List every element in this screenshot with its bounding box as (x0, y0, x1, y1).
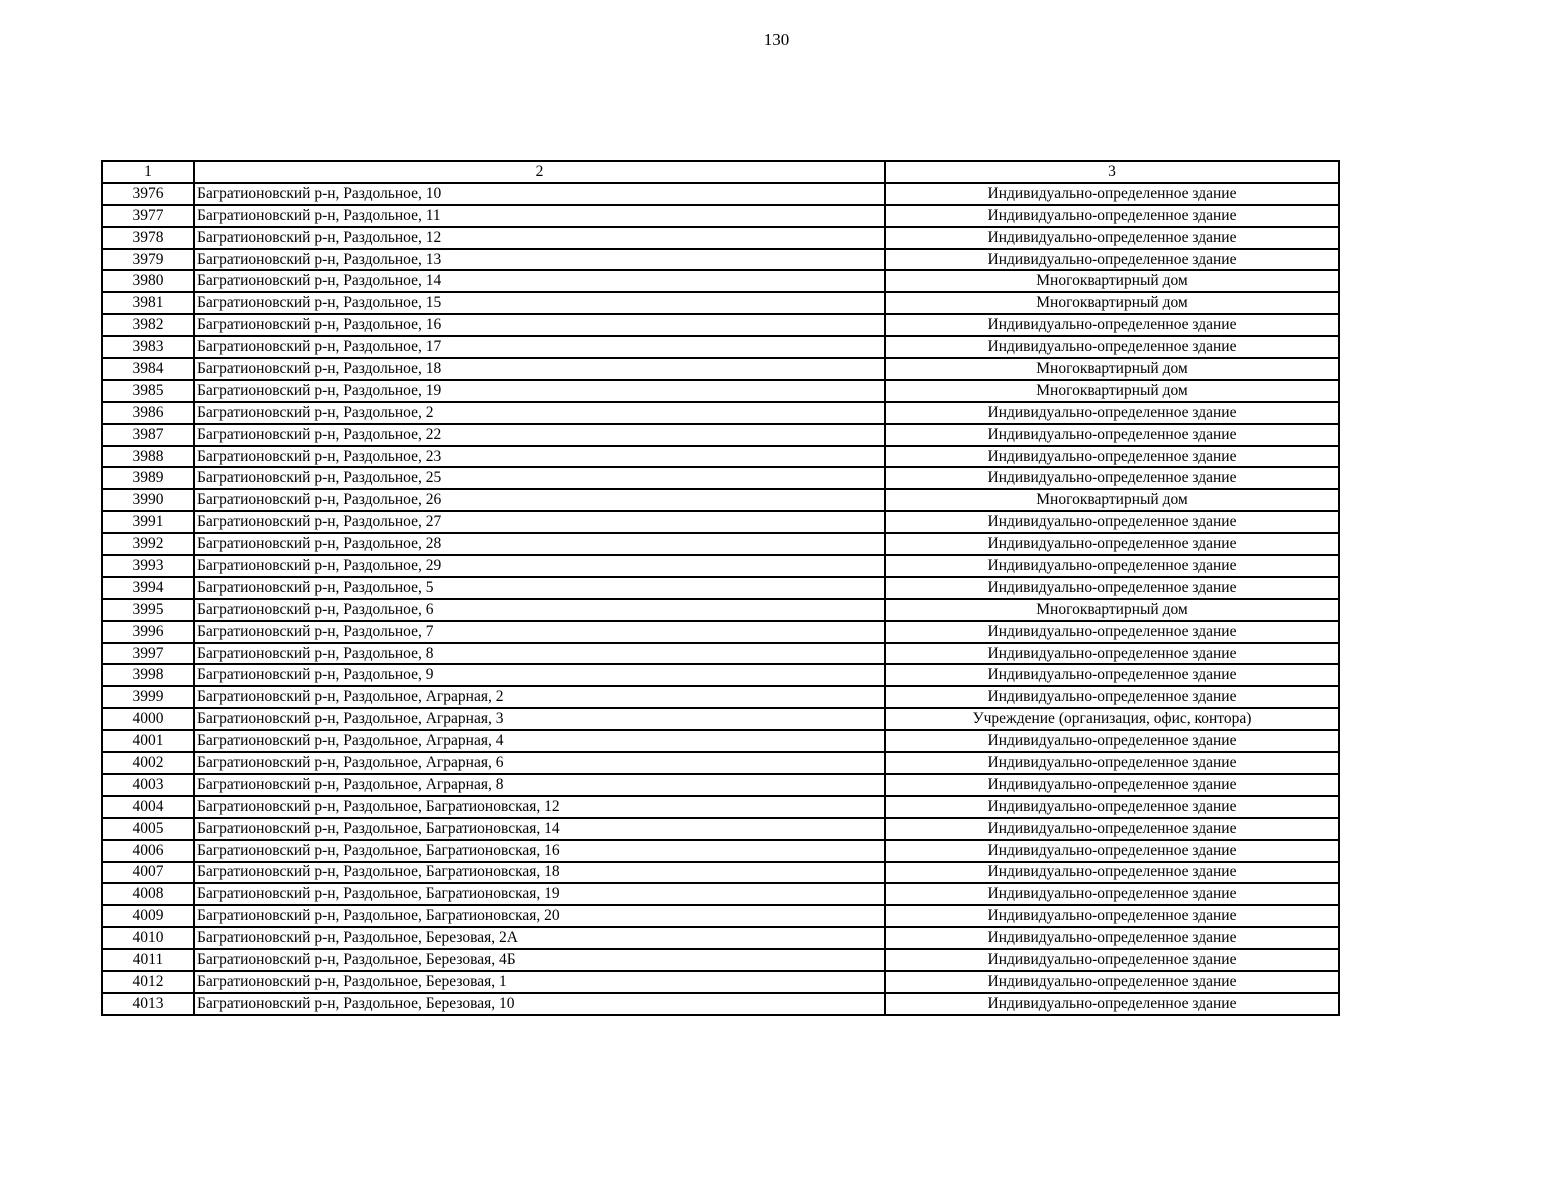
object-type-cell: Индивидуально-определенное здание (885, 249, 1339, 271)
address-cell: Багратионовский р-н, Раздольное, 15 (194, 292, 885, 314)
row-number-cell: 3990 (102, 489, 194, 511)
table-row (102, 883, 1339, 905)
register-table (101, 160, 1340, 1016)
object-type-cell: Индивидуально-определенное здание (885, 577, 1339, 599)
header-cell-1: 1 (102, 161, 194, 183)
table-row (102, 270, 1339, 292)
object-type-cell: Индивидуально-определенное здание (885, 883, 1339, 905)
object-type-cell: Многоквартирный дом (885, 270, 1339, 292)
object-type-cell: Индивидуально-определенное здание (885, 686, 1339, 708)
address-cell: Багратионовский р-н, Раздольное, 23 (194, 446, 885, 468)
address-cell: Багратионовский р-н, Раздольное, Багратионовская, 19 (194, 883, 885, 905)
object-type-cell: Индивидуально-определенное здание (885, 905, 1339, 927)
address-cell: Багратионовский р-н, Раздольное, Березовая, 4Б (194, 949, 885, 971)
row-number-cell: 3981 (102, 292, 194, 314)
table-row (102, 336, 1339, 358)
table-row (102, 862, 1339, 884)
address-cell: Багратионовский р-н, Раздольное, Аграрная, 4 (194, 730, 885, 752)
address-cell: Багратионовский р-н, Раздольное, Березовая, 1 (194, 971, 885, 993)
address-cell: Багратионовский р-н, Раздольное, 6 (194, 599, 885, 621)
row-number-cell: 3998 (102, 664, 194, 686)
address-cell: Багратионовский р-н, Раздольное, 17 (194, 336, 885, 358)
table-row (102, 621, 1339, 643)
address-cell: Багратионовский р-н, Раздольное, 7 (194, 621, 885, 643)
address-cell: Багратионовский р-н, Раздольное, Аграрная, 6 (194, 752, 885, 774)
object-type-cell: Индивидуально-определенное здание (885, 927, 1339, 949)
table-row (102, 205, 1339, 227)
row-number-cell: 4011 (102, 949, 194, 971)
object-type-cell: Многоквартирный дом (885, 599, 1339, 621)
row-number-cell: 3993 (102, 555, 194, 577)
address-cell: Багратионовский р-н, Раздольное, 11 (194, 205, 885, 227)
table-row (102, 686, 1339, 708)
object-type-cell: Индивидуально-определенное здание (885, 183, 1339, 205)
address-cell: Багратионовский р-н, Раздольное, Багратионовская, 18 (194, 862, 885, 884)
table-row (102, 577, 1339, 599)
row-number-cell: 3984 (102, 358, 194, 380)
object-type-cell: Многоквартирный дом (885, 380, 1339, 402)
table-row (102, 927, 1339, 949)
table-row (102, 599, 1339, 621)
table-row (102, 774, 1339, 796)
address-cell: Багратионовский р-н, Раздольное, Аграрная, 8 (194, 774, 885, 796)
object-type-cell: Индивидуально-определенное здание (885, 818, 1339, 840)
table-row (102, 949, 1339, 971)
object-type-cell: Индивидуально-определенное здание (885, 971, 1339, 993)
object-type-cell: Индивидуально-определенное здание (885, 840, 1339, 862)
address-cell: Багратионовский р-н, Раздольное, 19 (194, 380, 885, 402)
object-type-cell: Учреждение (организация, офис, контора) (885, 708, 1339, 730)
register-table-body (102, 161, 1339, 1015)
row-number-cell: 4007 (102, 862, 194, 884)
table-row (102, 708, 1339, 730)
table-row (102, 993, 1339, 1015)
object-type-cell: Индивидуально-определенное здание (885, 774, 1339, 796)
row-number-cell: 3987 (102, 424, 194, 446)
object-type-cell: Индивидуально-определенное здание (885, 621, 1339, 643)
table-row (102, 314, 1339, 336)
object-type-cell: Индивидуально-определенное здание (885, 993, 1339, 1015)
row-number-cell: 3991 (102, 511, 194, 533)
row-number-cell: 3983 (102, 336, 194, 358)
table-row (102, 752, 1339, 774)
object-type-cell: Индивидуально-определенное здание (885, 314, 1339, 336)
address-cell: Багратионовский р-н, Раздольное, 10 (194, 183, 885, 205)
table-row (102, 971, 1339, 993)
object-type-cell: Индивидуально-определенное здание (885, 643, 1339, 665)
header-row (102, 161, 1339, 183)
address-cell: Багратионовский р-н, Раздольное, 9 (194, 664, 885, 686)
row-number-cell: 3982 (102, 314, 194, 336)
row-number-cell: 4004 (102, 796, 194, 818)
object-type-cell: Многоквартирный дом (885, 292, 1339, 314)
address-cell: Багратионовский р-н, Раздольное, 8 (194, 643, 885, 665)
object-type-cell: Индивидуально-определенное здание (885, 205, 1339, 227)
row-number-cell: 3985 (102, 380, 194, 402)
table-row (102, 489, 1339, 511)
object-type-cell: Индивидуально-определенное здание (885, 949, 1339, 971)
table-row (102, 905, 1339, 927)
address-cell: Багратионовский р-н, Раздольное, Багратионовская, 20 (194, 905, 885, 927)
row-number-cell: 3988 (102, 446, 194, 468)
table-row (102, 511, 1339, 533)
table-row (102, 467, 1339, 489)
object-type-cell: Индивидуально-определенное здание (885, 402, 1339, 424)
row-number-cell: 3980 (102, 270, 194, 292)
row-number-cell: 3989 (102, 467, 194, 489)
address-cell: Багратионовский р-н, Раздольное, 16 (194, 314, 885, 336)
row-number-cell: 3997 (102, 643, 194, 665)
object-type-cell: Многоквартирный дом (885, 358, 1339, 380)
row-number-cell: 4013 (102, 993, 194, 1015)
row-number-cell: 4002 (102, 752, 194, 774)
object-type-cell: Индивидуально-определенное здание (885, 730, 1339, 752)
address-cell: Багратионовский р-н, Раздольное, Березовая, 10 (194, 993, 885, 1015)
object-type-cell: Индивидуально-определенное здание (885, 446, 1339, 468)
address-cell: Багратионовский р-н, Раздольное, 26 (194, 489, 885, 511)
address-cell: Багратионовский р-н, Раздольное, Багратионовская, 14 (194, 818, 885, 840)
row-number-cell: 3996 (102, 621, 194, 643)
header-cell-2: 2 (194, 161, 885, 183)
object-type-cell: Индивидуально-определенное здание (885, 533, 1339, 555)
row-number-cell: 4000 (102, 708, 194, 730)
object-type-cell: Индивидуально-определенное здание (885, 336, 1339, 358)
address-cell: Багратионовский р-н, Раздольное, 27 (194, 511, 885, 533)
table-row (102, 818, 1339, 840)
row-number-cell: 3995 (102, 599, 194, 621)
address-cell: Багратионовский р-н, Раздольное, Березовая, 2А (194, 927, 885, 949)
row-number-cell: 3986 (102, 402, 194, 424)
object-type-cell: Индивидуально-определенное здание (885, 467, 1339, 489)
address-cell: Багратионовский р-н, Раздольное, Багратионовская, 16 (194, 840, 885, 862)
row-number-cell: 4001 (102, 730, 194, 752)
row-number-cell: 4010 (102, 927, 194, 949)
table-row (102, 183, 1339, 205)
header-cell-3: 3 (885, 161, 1339, 183)
address-cell: Багратионовский р-н, Раздольное, 22 (194, 424, 885, 446)
table-row (102, 643, 1339, 665)
object-type-cell: Индивидуально-определенное здание (885, 555, 1339, 577)
address-cell: Багратионовский р-н, Раздольное, Багратионовская, 12 (194, 796, 885, 818)
row-number-cell: 4008 (102, 883, 194, 905)
row-number-cell: 3999 (102, 686, 194, 708)
address-cell: Багратионовский р-н, Раздольное, 29 (194, 555, 885, 577)
address-cell: Багратионовский р-н, Раздольное, Аграрная, 3 (194, 708, 885, 730)
table-row (102, 292, 1339, 314)
address-cell: Багратионовский р-н, Раздольное, Аграрная, 2 (194, 686, 885, 708)
row-number-cell: 3994 (102, 577, 194, 599)
address-cell: Багратионовский р-н, Раздольное, 12 (194, 227, 885, 249)
row-number-cell: 4012 (102, 971, 194, 993)
row-number-cell: 4006 (102, 840, 194, 862)
table-row (102, 446, 1339, 468)
row-number-cell: 3979 (102, 249, 194, 271)
row-number-cell: 3978 (102, 227, 194, 249)
object-type-cell: Индивидуально-определенное здание (885, 424, 1339, 446)
table-row (102, 380, 1339, 402)
table-row (102, 796, 1339, 818)
table-row (102, 730, 1339, 752)
table-row (102, 249, 1339, 271)
address-cell: Багратионовский р-н, Раздольное, 14 (194, 270, 885, 292)
address-cell: Багратионовский р-н, Раздольное, 18 (194, 358, 885, 380)
object-type-cell: Индивидуально-определенное здание (885, 862, 1339, 884)
row-number-cell: 3977 (102, 205, 194, 227)
object-type-cell: Индивидуально-определенное здание (885, 752, 1339, 774)
address-cell: Багратионовский р-н, Раздольное, 25 (194, 467, 885, 489)
table-row (102, 402, 1339, 424)
table-row (102, 555, 1339, 577)
row-number-cell: 4005 (102, 818, 194, 840)
object-type-cell: Индивидуально-определенное здание (885, 511, 1339, 533)
table-row (102, 227, 1339, 249)
address-cell: Багратионовский р-н, Раздольное, 5 (194, 577, 885, 599)
row-number-cell: 3992 (102, 533, 194, 555)
address-cell: Багратионовский р-н, Раздольное, 28 (194, 533, 885, 555)
row-number-cell: 3976 (102, 183, 194, 205)
table-row (102, 664, 1339, 686)
object-type-cell: Многоквартирный дом (885, 489, 1339, 511)
table-row (102, 840, 1339, 862)
table-row (102, 424, 1339, 446)
page-number: 130 (763, 30, 790, 49)
table-row (102, 533, 1339, 555)
table-row (102, 358, 1339, 380)
object-type-cell: Индивидуально-определенное здание (885, 227, 1339, 249)
object-type-cell: Индивидуально-определенное здание (885, 796, 1339, 818)
row-number-cell: 4003 (102, 774, 194, 796)
address-cell: Багратионовский р-н, Раздольное, 2 (194, 402, 885, 424)
object-type-cell: Индивидуально-определенное здание (885, 664, 1339, 686)
address-cell: Багратионовский р-н, Раздольное, 13 (194, 249, 885, 271)
row-number-cell: 4009 (102, 905, 194, 927)
